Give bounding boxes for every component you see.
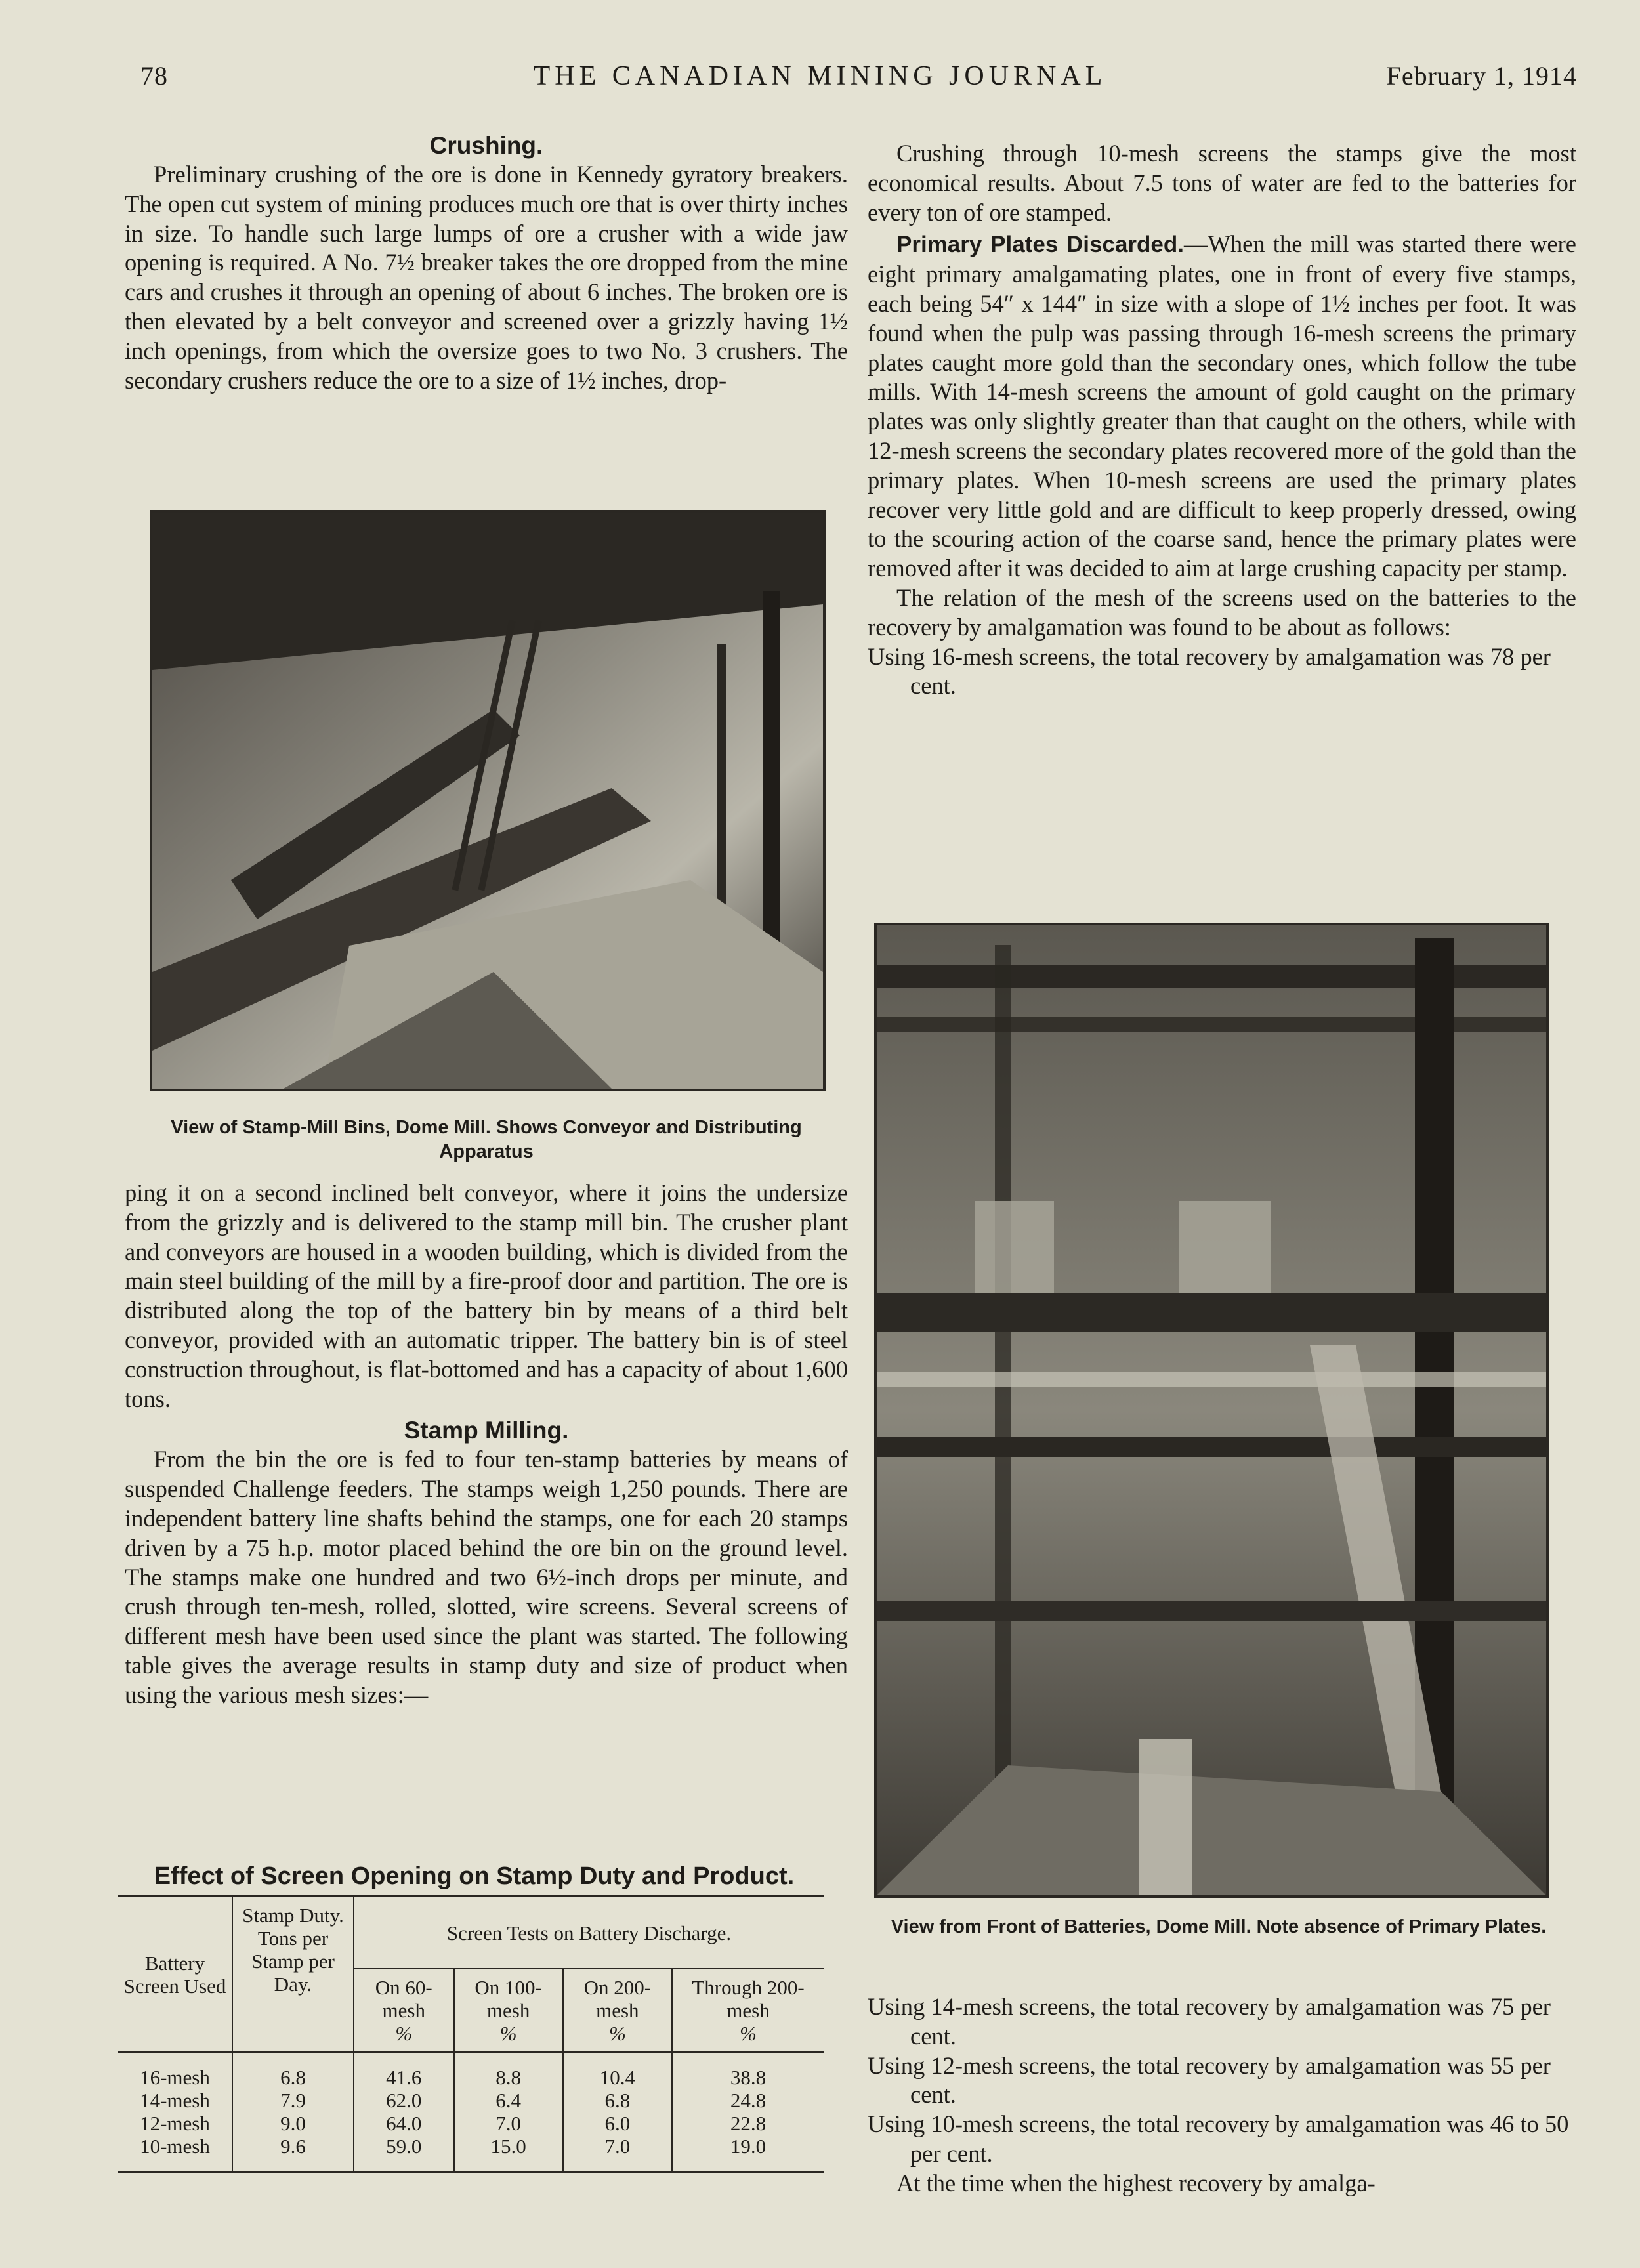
caption-photo-2: View from Front of Batteries, Dome Mill. Note absence of Primary Plates. [891,1916,1547,1937]
col-header-100-mesh: On 100-mesh % [454,1969,563,2052]
heading-crushing: Crushing. [429,132,543,159]
right-column-bottom [868,1992,1576,2198]
recovery-16-mesh: Using 16-mesh screens, the total recovery by amalgamation was 78 per cent. [868,642,1551,700]
col-header-60-mesh: On 60-mesh % [354,1969,454,2052]
issue-date: February 1, 1914 [1386,61,1577,91]
table-row: 14-mesh 7.9 62.0 6.4 6.8 24.8 [118,2089,824,2112]
recovery-14-mesh: Using 14-mesh screens, the total recovery by amalgamation was 75 per cent. [868,1993,1551,2049]
col-header-battery-screen: Battery Screen Used [123,1951,226,1998]
page-number: 78 [140,61,168,91]
col-header-screen-tests: Screen Tests on Battery Discharge. [354,1897,824,1969]
col-header-200-mesh: On 200-mesh % [563,1969,672,2052]
paragraph-primary-plates: Primary Plates Discarded.—When the mill was started there were eight primary amalgamating plates, one in front of every five stamps, each being 54″ x 144″ in size with a slope of 1½ inches per foot. It was found when the pulp was passing through 16-mesh screens the primary plates caught more gold than the secondary ones, which follow the tube mills. With 14-mesh screens the amount of gold caught on the primary plates was only slightly greater than that caught on the others, while with 12-mesh screens the secondary plates recovered more of the gold than the primary plates. When 10-mesh screens are used the primary plates recover very little gold and are difficult to keep properly dressed, owing to the scouring action of the coarse sand, hence the primary plates were removed after it was decided to aim at large crushing capacity per stamp. [868,230,1576,582]
left-column-top [125,131,848,395]
heading-stamp-milling: Stamp Milling. [404,1417,569,1444]
run-in-heading-primary-plates: Primary Plates Discarded. [896,232,1184,258]
stamp-duty-table [118,1895,824,2173]
table-row: 12-mesh 9.0 64.0 7.0 6.0 22.8 [118,2112,824,2135]
table-row: 16-mesh 6.8 41.6 8.8 10.4 38.8 [118,2052,824,2089]
col-header-stamp-duty: Stamp Duty. Tons per Stamp per Day. [232,1897,354,2053]
table-title: Effect of Screen Opening on Stamp Duty and Product. [154,1862,795,1890]
right-column-top [868,139,1576,701]
paragraph-conveyor: ping it on a second inclined belt conveyor, where it joins the undersize from the grizzly and is delivered to the stamp mill bin. The crusher plant and conveyors are housed in a wooden building, which is divided from the main steel building of the mill by a fire-proof door and partition. The ore is distributed along the top of the battery bin by means of a third belt conveyor, provided with an automatic tripper. The battery bin is of steel construction throughout, is flat-bottomed and has a capacity of about 1,600 tons. [125,1179,848,1412]
caption-photo-1: View of Stamp-Mill Bins, Dome Mill. Shows Conveyor and Distributing Apparatus [171,1117,802,1162]
paragraph-crushing: Preliminary crushing of the ore is done in Kennedy gyratory breakers. The open cut system of mining produces much ore that is over thirty inches in size. To handle such large lumps of ore a crusher with a wide jaw opening is required. A No. 7½ breaker takes the ore dropped from the mine cars and crushes it through an opening of about 6 inches. The broken ore is then elevated by a belt conveyor and screened over a grizzly having 1½ inch openings, from which the oversize goes to two No. 3 crushers. The secondary crushers reduce the ore to a size of 1½ inches, drop- [125,161,848,394]
photo-front-of-batteries [874,923,1549,1898]
journal-title: THE CANADIAN MINING JOURNAL [533,61,1107,91]
paragraph-economical-results: Crushing through 10-mesh screens the stamps give the most economical results. About 7.5 tons of water are fed to the batteries for every ton of ore stamped. [868,140,1576,226]
col-header-through-200-mesh: Through 200-mesh % [672,1969,824,2052]
table-row: 10-mesh 9.6 59.0 15.0 7.0 19.0 [118,2135,824,2172]
left-column-bottom [125,1179,848,1710]
photo-stamp-mill-bins [150,510,826,1091]
recovery-10-mesh: Using 10-mesh screens, the total recovery by amalgamation was 46 to 50 per cent. [868,2110,1569,2167]
paragraph-highest-recovery: At the time when the highest recovery by amalga- [896,2169,1376,2196]
recovery-12-mesh: Using 12-mesh screens, the total recovery by amalgamation was 55 per cent. [868,2051,1551,2109]
paragraph-mesh-relation: The relation of the mesh of the screens used on the batteries to the recovery by amalgamation was found to be about as follows: [868,583,1576,640]
paragraph-stamp-milling: From the bin the ore is fed to four ten-stamp batteries by means of suspended Challenge feeders. The stamps weigh 1,250 pounds. There are independent battery line shafts behind the stamps, one for each 20 stamps driven by a 75 h.p. motor placed behind the ore bin on the ground level. The stamps make one hundred and two 6½-inch drops per minute, and crush through ten-mesh, rolled, slotted, wire screens. Several screens of different mesh have been used since the plant was started. The following table gives the average results in stamp duty and size of product when using the various mesh sizes:— [125,1446,848,1708]
